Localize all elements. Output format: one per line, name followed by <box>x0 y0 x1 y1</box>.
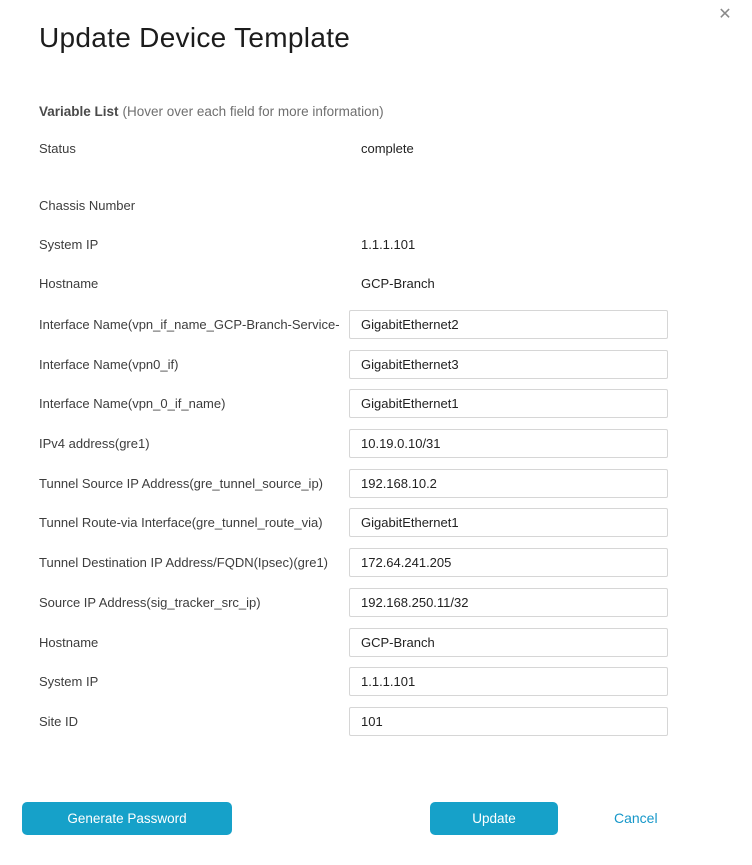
close-icon[interactable]: ✕ <box>716 6 734 24</box>
field-label: IPv4 address(gre1) <box>39 436 150 452</box>
table-row-hostname-static <box>39 269 713 298</box>
table-row <box>39 469 713 498</box>
variable-list <box>0 134 752 736</box>
table-row <box>39 429 713 458</box>
variable-list-label: Variable List <box>39 104 119 119</box>
cancel-button[interactable]: Cancel <box>614 802 658 835</box>
source-ip-tracker-input[interactable] <box>349 588 668 617</box>
field-label: Interface Name(vpn0_if) <box>39 356 179 372</box>
generate-password-button[interactable]: Generate Password <box>22 802 232 835</box>
field-label: Tunnel Source IP Address(gre_tunnel_source_ip) <box>39 475 324 491</box>
dialog-header <box>0 0 752 54</box>
update-button[interactable]: Update <box>430 802 558 835</box>
table-row <box>39 588 713 617</box>
hostname-input[interactable] <box>349 628 668 657</box>
field-label: Status <box>39 141 76 156</box>
table-row <box>39 548 713 577</box>
field-label: Tunnel Destination IP Address/FQDN(Ipsec)(gre1) <box>39 555 329 571</box>
variable-list-hint: (Hover over each field for more information) <box>122 104 384 119</box>
vpn0-if-input[interactable] <box>349 350 668 379</box>
field-label: Interface Name(vpn_if_name_GCP-Branch-Service- <box>39 317 340 332</box>
table-row-chassis-number <box>39 191 713 220</box>
table-row <box>39 707 713 736</box>
field-label: Tunnel Route-via Interface(gre_tunnel_route_via) <box>39 515 323 531</box>
variable-list-heading <box>39 104 713 120</box>
site-id-input[interactable] <box>349 707 668 736</box>
field-label: Source IP Address(sig_tracker_src_ip) <box>39 594 261 610</box>
field-label: Site ID <box>39 713 79 729</box>
tunnel-source-ip-input[interactable] <box>349 469 668 498</box>
field-label: System IP <box>39 237 99 252</box>
system-ip-value: 1.1.1.101 <box>361 237 416 252</box>
table-row <box>39 667 713 696</box>
system-ip-input[interactable] <box>349 667 668 696</box>
field-label: Hostname <box>39 634 99 650</box>
interface-name-service-vpn-input[interactable] <box>349 310 668 339</box>
status-value: complete <box>361 141 414 156</box>
vpn-0-if-name-input[interactable] <box>349 389 668 418</box>
table-row-status <box>39 134 713 163</box>
ipv4-address-gre1-input[interactable] <box>349 429 668 458</box>
tunnel-destination-ip-input[interactable] <box>349 548 668 577</box>
tunnel-route-via-input[interactable] <box>349 508 668 537</box>
dialog-footer <box>0 802 752 836</box>
field-label: Chassis Number <box>39 198 136 213</box>
table-row <box>39 310 713 339</box>
table-row <box>39 508 713 537</box>
field-label: System IP <box>39 674 99 690</box>
table-row <box>39 389 713 418</box>
field-label: Hostname <box>39 276 99 291</box>
field-label: Interface Name(vpn_0_if_name) <box>39 396 226 412</box>
table-row-system-ip-static <box>39 230 713 259</box>
table-row <box>39 628 713 657</box>
hostname-value: GCP-Branch <box>361 276 435 291</box>
page-title: Update Device Template <box>39 22 351 53</box>
table-row <box>39 350 713 379</box>
